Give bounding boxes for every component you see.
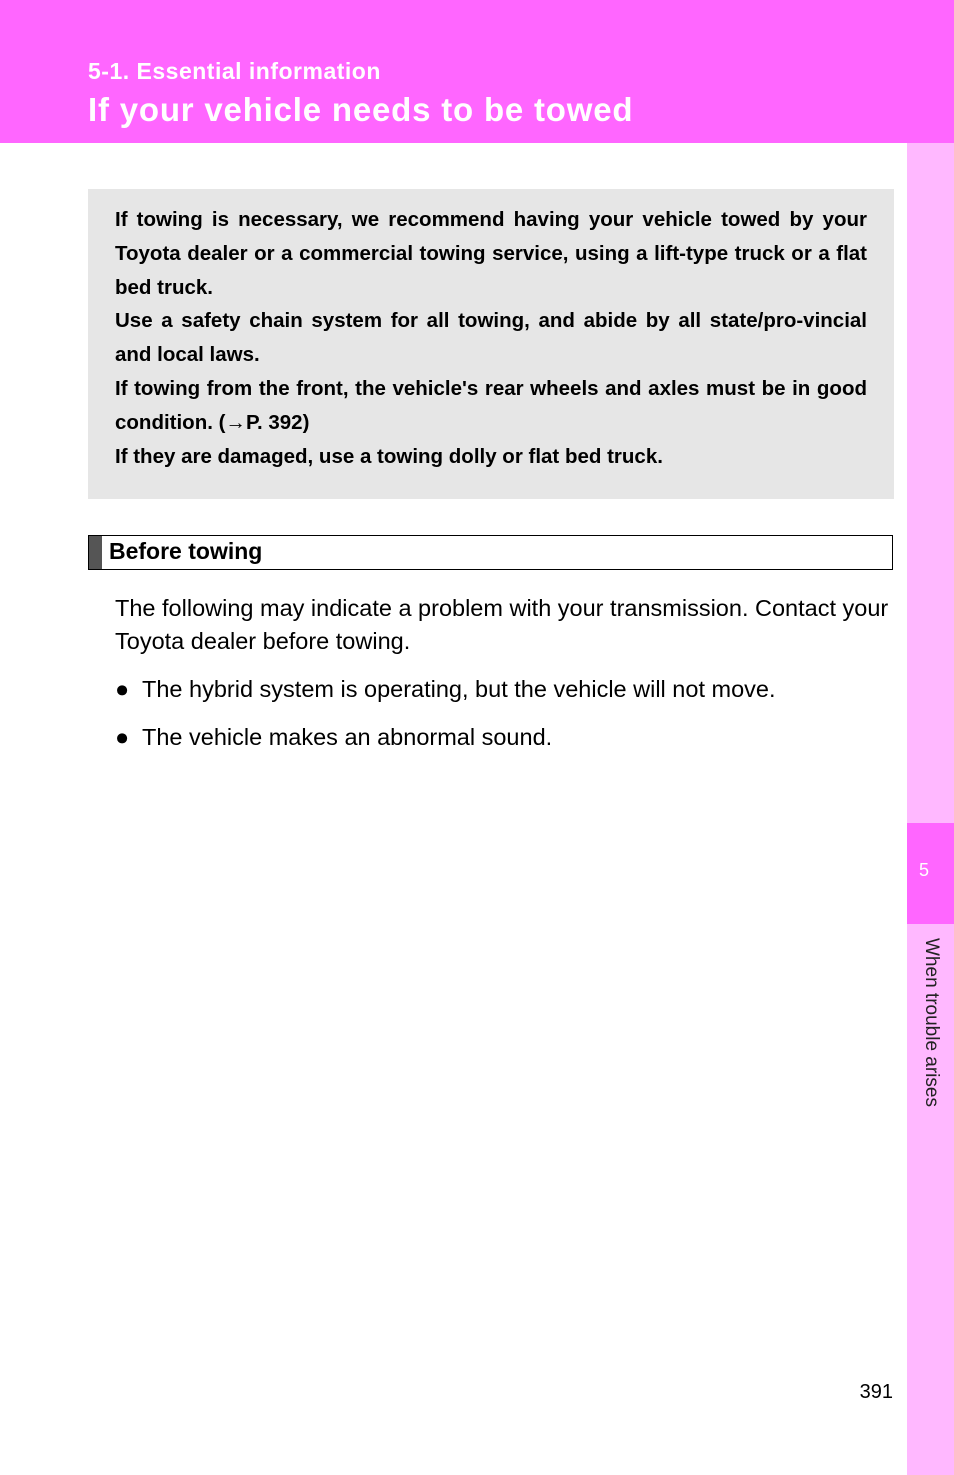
subsection-heading bbox=[88, 535, 893, 570]
chapter-number: 5 bbox=[918, 860, 929, 880]
intro-paragraph: The following may indicate a problem with your transmission. Contact your Toyota dealer before towing. bbox=[115, 595, 889, 654]
notice-paragraph: If towing from the front, the vehicle's rear wheels and axles must be in good condition. (→P. 392) bbox=[115, 376, 867, 434]
page-title: If your vehicle needs to be towed bbox=[88, 91, 634, 128]
section-label: 5-1. Essential information bbox=[88, 58, 381, 84]
bullet-icon: ● bbox=[115, 676, 130, 702]
chapter-title: When trouble arises bbox=[921, 938, 942, 1107]
chapter-tab bbox=[907, 823, 954, 924]
subsection-title: Before towing bbox=[109, 538, 263, 564]
list-item-text: The vehicle makes an abnormal sound. bbox=[142, 724, 553, 750]
notice-paragraph: If towing is necessary, we recommend having your vehicle towed by your Toyota dealer or a commercial towing service, using a lift-type truck or a flat bed truck. bbox=[115, 208, 867, 299]
page-header bbox=[0, 0, 954, 143]
list-item bbox=[115, 724, 552, 751]
towing-notice-box bbox=[88, 189, 894, 499]
notice-paragraph: Use a safety chain system for all towing, and abide by all state/pro-vincial and local laws. bbox=[115, 309, 867, 367]
heading-marker bbox=[89, 536, 102, 569]
page-number: 391 bbox=[859, 1381, 893, 1403]
notice-paragraph: If they are damaged, use a towing dolly or flat bed truck. bbox=[115, 444, 663, 468]
list-item bbox=[115, 676, 776, 703]
side-thumb-index bbox=[907, 143, 954, 1475]
bullet-icon: ● bbox=[115, 724, 130, 750]
list-item-text: The hybrid system is operating, but the vehicle will not move. bbox=[142, 676, 776, 702]
